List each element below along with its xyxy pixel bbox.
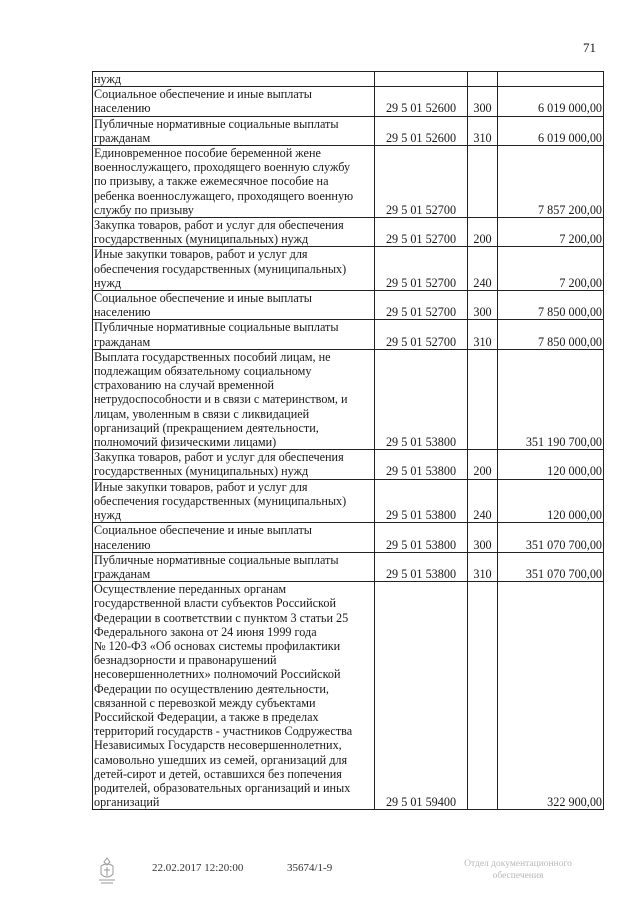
row-expense-type-cell: 300 <box>468 87 498 116</box>
row-amount-cell: 7 200,00 <box>498 218 604 247</box>
table-row <box>93 146 604 218</box>
row-expense-type-cell: 240 <box>468 479 498 523</box>
row-amount-cell: 351 190 700,00 <box>498 349 604 449</box>
row-amount-cell: 120 000,00 <box>498 479 604 523</box>
row-name-cell: Закупка товаров, работ и услуг для обеспечения государственных (муниципальных) нужд <box>93 450 375 479</box>
row-name-cell: Публичные нормативные социальные выплаты гражданам <box>93 116 375 145</box>
page-number: 71 <box>583 40 596 55</box>
row-name-cell: Социальное обеспечение и иные выплаты населению <box>93 87 375 116</box>
row-target-article-cell <box>375 72 468 87</box>
row-target-article-cell: 29 5 01 52700 <box>375 146 468 218</box>
row-target-article-cell: 29 5 01 52700 <box>375 291 468 320</box>
budget-table <box>92 71 604 810</box>
row-expense-type-cell: 310 <box>468 116 498 145</box>
row-amount-cell: 6 019 000,00 <box>498 116 604 145</box>
row-name-cell: нужд <box>93 72 375 87</box>
row-expense-type-cell <box>468 146 498 218</box>
table-row <box>93 552 604 581</box>
row-name-cell: Социальное обеспечение и иные выплаты населению <box>93 523 375 552</box>
table-row <box>93 291 604 320</box>
row-name-cell: Публичные нормативные социальные выплаты гражданам <box>93 552 375 581</box>
row-amount-cell: 7 850 000,00 <box>498 320 604 349</box>
table-row <box>93 479 604 523</box>
row-target-article-cell: 29 5 01 52700 <box>375 247 468 291</box>
table-row <box>93 87 604 116</box>
row-name-cell: Публичные нормативные социальные выплаты гражданам <box>93 320 375 349</box>
table-row <box>93 247 604 291</box>
row-target-article-cell: 29 5 01 52600 <box>375 116 468 145</box>
row-amount-cell: 351 070 700,00 <box>498 552 604 581</box>
row-target-article-cell: 29 5 01 59400 <box>375 582 468 810</box>
row-expense-type-cell: 310 <box>468 552 498 581</box>
row-name-cell: Иные закупки товаров, работ и услуг для обеспечения государственных (муниципальных) нужд <box>93 479 375 523</box>
footer-watermark: Отдел документационного обеспечения <box>464 859 572 881</box>
row-amount-cell: 322 900,00 <box>498 582 604 810</box>
row-target-article-cell: 29 5 01 53800 <box>375 523 468 552</box>
budget-table-body <box>93 72 604 810</box>
row-amount-cell: 7 200,00 <box>498 247 604 291</box>
row-amount-cell: 7 850 000,00 <box>498 291 604 320</box>
footer-datetime: 22.02.2017 12:20:00 <box>152 862 244 874</box>
row-name-cell: Иные закупки товаров, работ и услуг для обеспечения государственных (муниципальных) нужд <box>93 247 375 291</box>
row-expense-type-cell: 200 <box>468 450 498 479</box>
table-row <box>93 349 604 449</box>
row-expense-type-cell: 240 <box>468 247 498 291</box>
table-row <box>93 72 604 87</box>
row-target-article-cell: 29 5 01 53800 <box>375 349 468 449</box>
row-expense-type-cell <box>468 582 498 810</box>
table-row <box>93 582 604 810</box>
row-name-cell: Социальное обеспечение и иные выплаты населению <box>93 291 375 320</box>
row-target-article-cell: 29 5 01 53800 <box>375 479 468 523</box>
row-target-article-cell: 29 5 01 52700 <box>375 218 468 247</box>
row-target-article-cell: 29 5 01 53800 <box>375 552 468 581</box>
row-amount-cell: 7 857 200,00 <box>498 146 604 218</box>
emblem-icon <box>96 856 118 886</box>
row-expense-type-cell <box>468 349 498 449</box>
row-amount-cell <box>498 72 604 87</box>
row-name-cell: Закупка товаров, работ и услуг для обеспечения государственных (муниципальных) нужд <box>93 218 375 247</box>
table-row <box>93 116 604 145</box>
row-amount-cell: 120 000,00 <box>498 450 604 479</box>
row-amount-cell: 6 019 000,00 <box>498 87 604 116</box>
row-target-article-cell: 29 5 01 52600 <box>375 87 468 116</box>
footer-doc-code: 35674/1-9 <box>287 862 333 874</box>
row-target-article-cell: 29 5 01 53800 <box>375 450 468 479</box>
table-row <box>93 320 604 349</box>
table-row <box>93 523 604 552</box>
row-expense-type-cell: 200 <box>468 218 498 247</box>
row-expense-type-cell: 310 <box>468 320 498 349</box>
row-expense-type-cell <box>468 72 498 87</box>
row-name-cell: Единовременное пособие беременной жене военнослужащего, проходящего военную службу по призыву, а также ежемесячное пособие на ребенка военнослужащего, проходящего военную службу по призыву <box>93 146 375 218</box>
row-expense-type-cell: 300 <box>468 291 498 320</box>
table-row <box>93 218 604 247</box>
row-name-cell: Осуществление переданных органам государственной власти субъектов Российской Федерации в соответствии с пунктом 3 статьи 25 Федерального закона от 24 июня 1999 года № 120-ФЗ «Об основах системы профилактики безнадзорности и правонарушений несовершеннолетних» полномочий Российской Федерации по осуществлению деятельности, связанной с перевозкой между субъектами Российской Федерации, а также в пределах территорий государств - участников Содружества Независимых Государств несовершеннолетних, самовольно ушедших из семей, организаций для детей-сирот и детей, оставшихся без попечения родителей, образовательных организаций и иных организаций <box>93 582 375 810</box>
table-row <box>93 450 604 479</box>
row-amount-cell: 351 070 700,00 <box>498 523 604 552</box>
row-target-article-cell: 29 5 01 52700 <box>375 320 468 349</box>
row-name-cell: Выплата государственных пособий лицам, не подлежащим обязательному социальному страхованию на случай временной нетрудоспособности и в связи с материнством, и лицам, уволенным в связи с ликвидацией организаций (прекращением деятельности, полномочий физическими лицами) <box>93 349 375 449</box>
row-expense-type-cell: 300 <box>468 523 498 552</box>
